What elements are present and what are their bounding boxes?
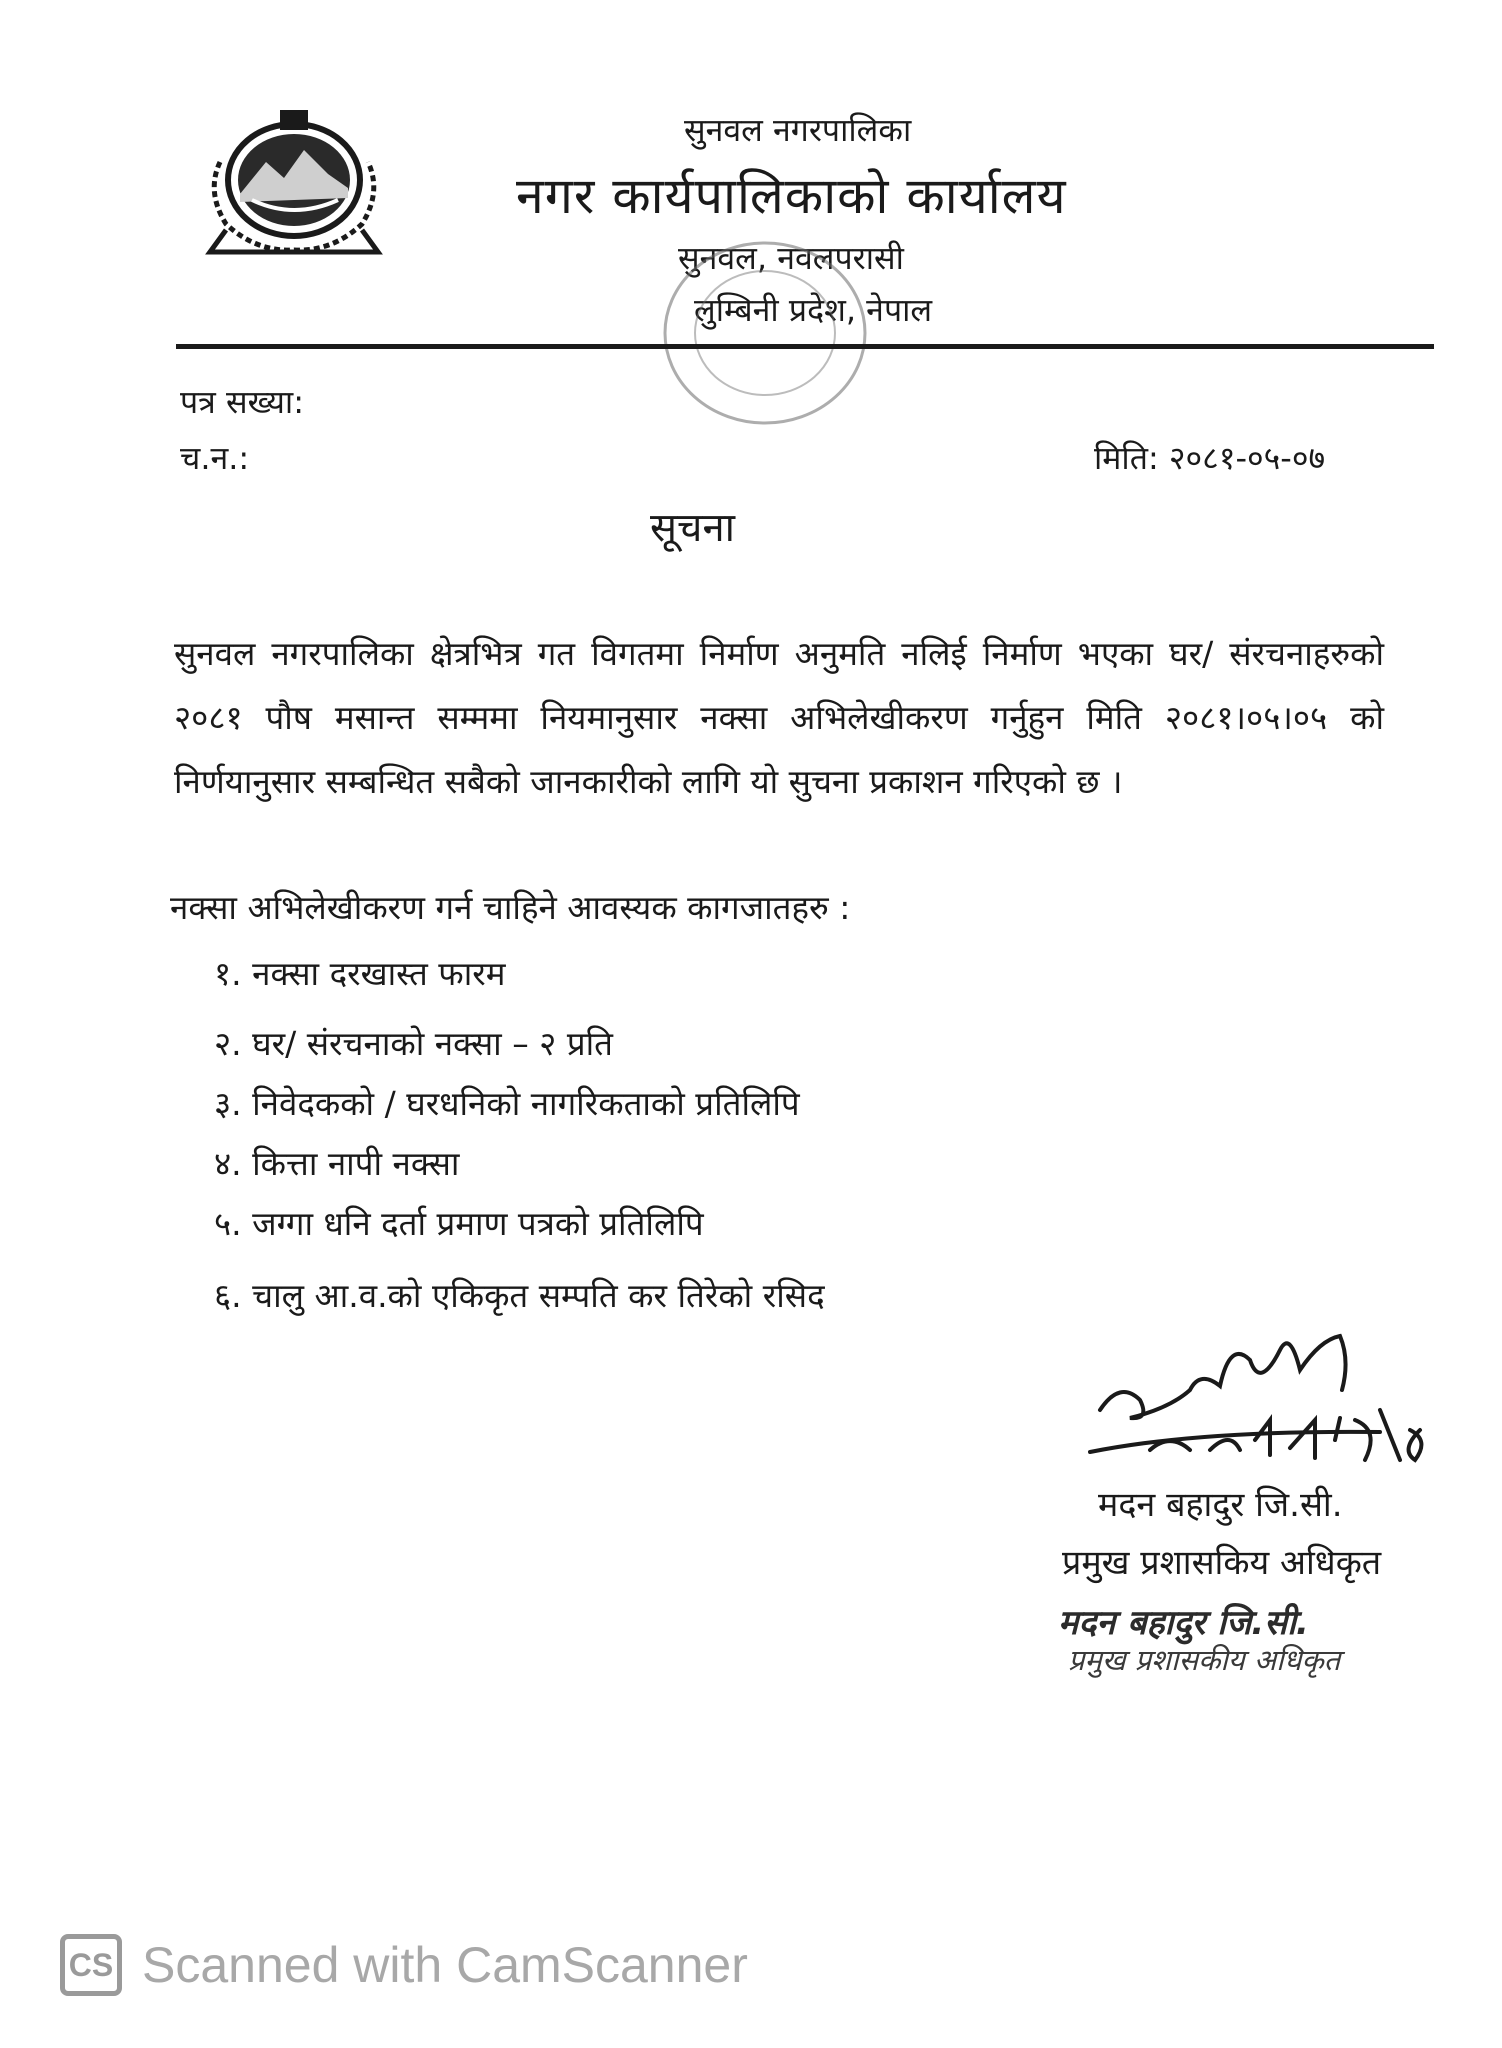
document-date: मिति: २०८१-०५-०७ — [1094, 439, 1326, 477]
list-item: ६. चालु आ.व.को एकिकृत सम्पति कर तिरेको रसिद — [214, 1276, 825, 1315]
list-item: १. नक्सा दरखास्त फारम — [214, 954, 506, 993]
handwritten-signature — [1080, 1300, 1440, 1480]
camscanner-logo-icon: CS — [60, 1934, 122, 1996]
dispatch-number-label: च.न.: — [180, 439, 250, 477]
office-seal — [650, 228, 880, 438]
signatory-title: प्रमुख प्रशासकिय अधिकृत — [1062, 1543, 1382, 1583]
list-item: ४. कित्ता नापी नक्सा — [214, 1144, 460, 1183]
list-item: ५. जग्गा धनि दर्ता प्रमाण पत्रको प्रतिलिपि — [214, 1204, 704, 1243]
notice-body: सुनवल नगरपालिका क्षेत्रभित्र गत विगतमा निर्माण अनुमति नलिई निर्माण भएका घर/ संरचनाहरुको २०८१ पौष मसान्त सम्ममा नियमानुसार नक्सा अभिलेखीकरण गर्नुहुन मिति २०८१।०५।०५ को निर्णयानुसार सम्बन्धित सबैको जानकारीको लागि यो सुचना प्रकाशन गरिएको छ । — [174, 634, 1384, 801]
office-province: लुम्बिनी प्रदेश, नेपाल — [694, 291, 933, 329]
municipality-emblem — [196, 102, 392, 262]
office-location: सुनवल, नवलपरासी — [678, 239, 904, 277]
documents-list-title: नक्सा अभिलेखीकरण गर्न चाहिने आवस्यक कागजातहरु : — [170, 888, 851, 927]
municipality-name: सुनवल नगरपालिका — [684, 111, 912, 149]
header-divider — [176, 344, 1434, 349]
signatory-name: मदन बहादुर जि.सी. — [1098, 1485, 1343, 1525]
list-item: २. घर/ संरचनाको नक्सा – २ प्रति — [214, 1024, 613, 1063]
list-item: ३. निवेदकको / घरधनिको नागरिकताको प्रतिलिपि — [214, 1084, 800, 1123]
letter-number-label: पत्र सख्या: — [180, 383, 304, 421]
office-name: नगर कार्यपालिकाको कार्यालय — [516, 167, 1067, 225]
signatory-stamp-title: प्रमुख प्रशासकीय अधिकृत — [1068, 1643, 1341, 1677]
signatory-stamp-name: मदन बहादुर जि.सी. — [1058, 1603, 1309, 1643]
notice-title: सूचना — [650, 505, 735, 551]
camscanner-watermark — [60, 1930, 748, 2000]
camscanner-text: Scanned with CamScanner — [142, 1937, 748, 1993]
